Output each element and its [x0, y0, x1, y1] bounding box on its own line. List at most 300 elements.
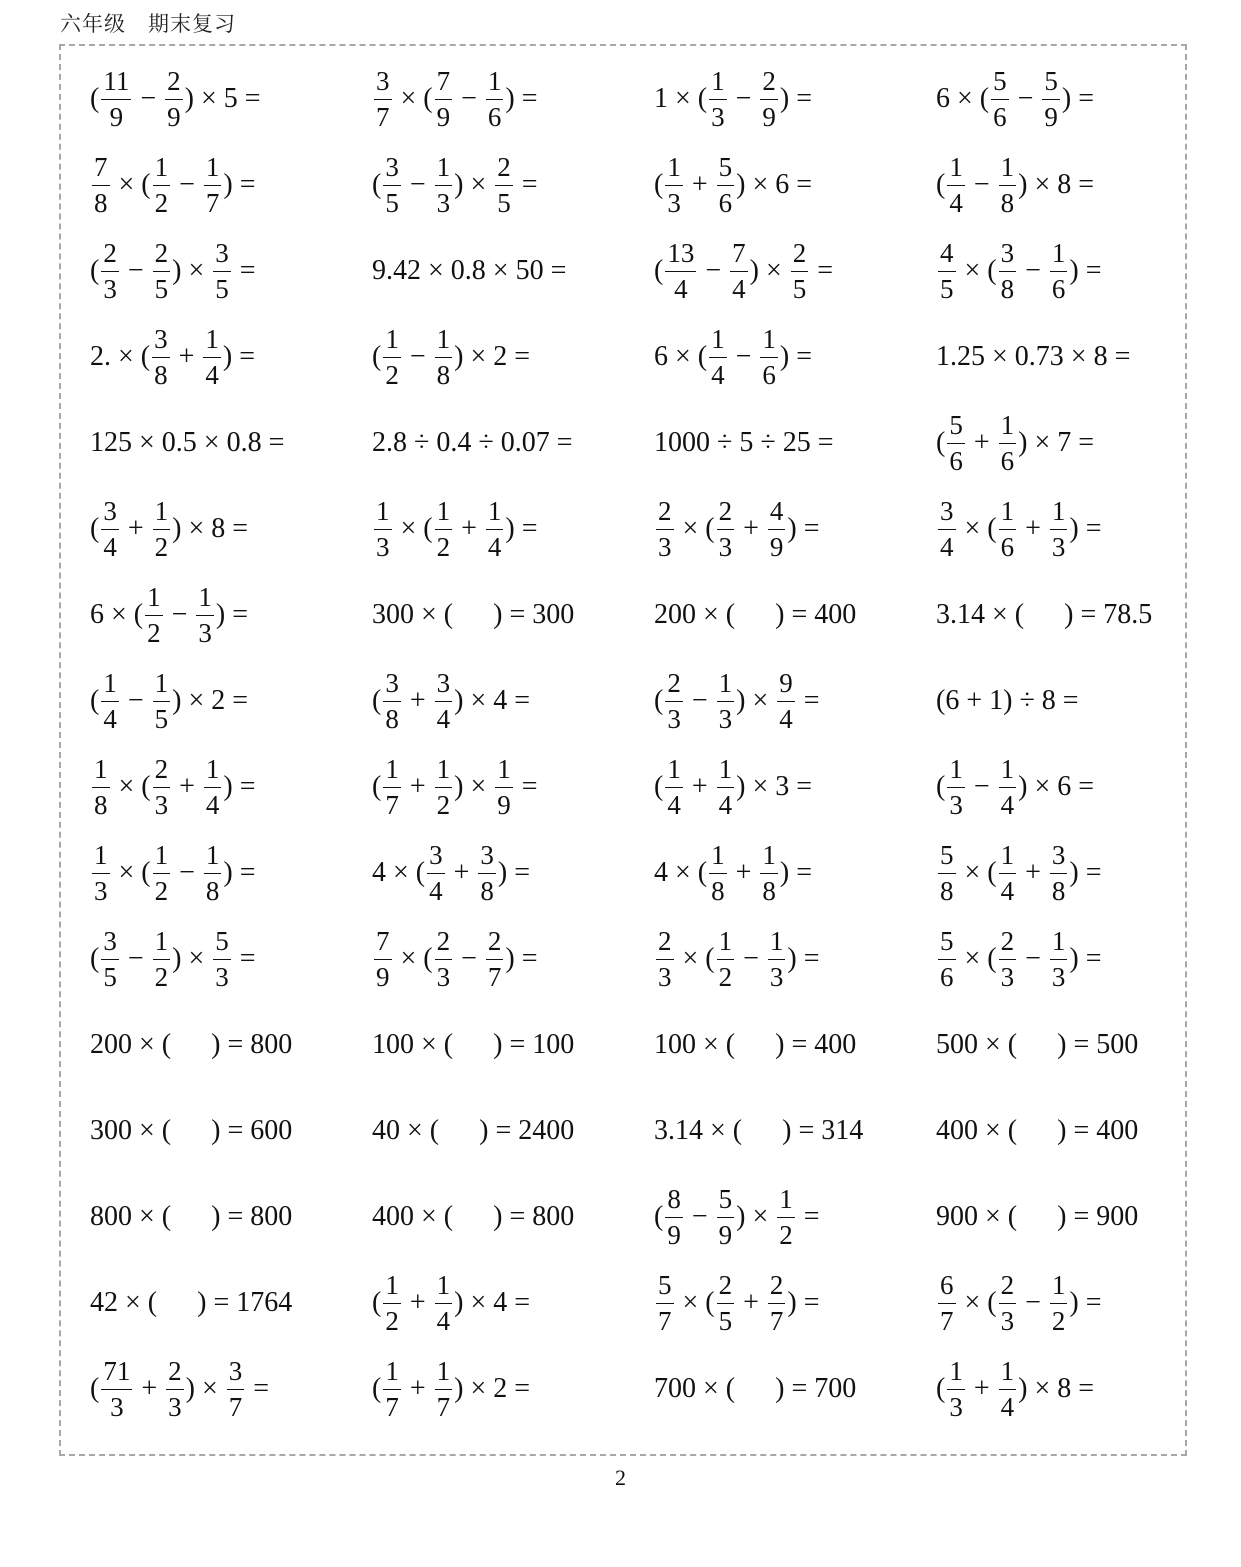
fraction: [101, 667, 119, 734]
expression-text: −: [1018, 1287, 1048, 1318]
exercise-item: [372, 1088, 574, 1174]
expression-text: +: [684, 771, 715, 802]
denominator: 6: [993, 101, 1007, 132]
expression-text: ) × 2 =: [454, 341, 531, 372]
exercise-item: [654, 572, 856, 658]
expression-text: +: [172, 771, 202, 802]
fraction: [717, 753, 735, 820]
exercise-item: [372, 400, 573, 486]
expression-text: ) = 600: [211, 1115, 293, 1146]
numerator: 1: [383, 326, 401, 358]
exercise-item: [654, 830, 812, 916]
exercise-item: [936, 142, 1094, 228]
expression-text: ) =: [1061, 83, 1095, 114]
fraction: [92, 753, 110, 820]
expression-text: ) × 2 =: [172, 685, 249, 716]
expression-text: (: [936, 427, 946, 458]
fraction: [383, 151, 401, 218]
exercise-item: [654, 744, 812, 830]
expression-text: −: [1018, 943, 1048, 974]
numerator: 2: [656, 498, 674, 530]
fraction: [938, 839, 956, 906]
numerator: 1: [1050, 240, 1068, 272]
fraction: [374, 495, 392, 562]
expression-text: ) =: [223, 771, 256, 802]
fraction: [101, 65, 131, 132]
denominator: 6: [762, 359, 776, 390]
numerator: 1: [999, 1358, 1017, 1390]
denominator: 7: [376, 101, 390, 132]
denominator: 3: [711, 101, 725, 132]
expression-text: 900 × (: [936, 1201, 1018, 1232]
exercise-item: [936, 1174, 1138, 1260]
denominator: 3: [94, 875, 108, 906]
denominator: 7: [940, 1305, 954, 1336]
numerator: 4: [938, 240, 956, 272]
expression-text: ) ×: [172, 943, 212, 974]
exercise-item: [372, 228, 566, 314]
expression-text: 3.14 × (: [654, 1115, 743, 1146]
fraction: [383, 667, 401, 734]
expression-text: 700 × (: [654, 1373, 736, 1404]
expression-text: 1.25 × 0.73 × 8 =: [936, 341, 1131, 372]
exercise-item: [372, 56, 538, 142]
expression-text: −: [133, 83, 164, 114]
exercise-item: [90, 916, 256, 1002]
expression-text: 200 × (: [90, 1029, 172, 1060]
fraction: [991, 65, 1009, 132]
exercise-row: [90, 142, 1190, 228]
numerator: 13: [665, 240, 696, 272]
denominator: 3: [198, 617, 212, 648]
expression-text: ) = 800: [211, 1201, 293, 1232]
exercise-item: [90, 400, 284, 486]
fraction: [435, 667, 453, 734]
denominator: 3: [769, 961, 784, 992]
expression-text: +: [684, 169, 715, 200]
numerator: 5: [717, 154, 735, 186]
exercise-row: [90, 486, 1190, 572]
expression-text: ) =: [497, 857, 531, 888]
fraction: [101, 1355, 132, 1422]
exercise-item: [654, 142, 812, 228]
expression-text: (: [90, 685, 100, 716]
denominator: 2: [1051, 1305, 1066, 1336]
denominator: 4: [429, 875, 443, 906]
denominator: 7: [385, 789, 399, 820]
expression-text: × (: [393, 943, 433, 974]
numerator: 1: [999, 756, 1017, 788]
fraction: [435, 1355, 453, 1422]
exercise-row: [90, 1002, 1190, 1088]
expression-text: ) =: [1069, 255, 1102, 286]
exercise-row: [90, 56, 1190, 142]
fraction: [152, 323, 170, 390]
fraction: [383, 323, 401, 390]
expression-text: −: [120, 255, 151, 286]
exercise-item: [936, 400, 1094, 486]
expression-text: ) = 400: [1057, 1115, 1139, 1146]
expression-text: (: [90, 255, 100, 286]
expression-text: 40 × (: [372, 1115, 440, 1146]
expression-text: 400 × (: [936, 1115, 1018, 1146]
expression-text: −: [684, 685, 715, 716]
fraction: [145, 581, 163, 648]
denominator: 2: [154, 531, 169, 562]
exercise-item: [372, 916, 538, 1002]
exercise-item: [372, 486, 538, 572]
numerator: 1: [760, 842, 778, 874]
fraction: [791, 237, 809, 304]
fraction: [999, 237, 1017, 304]
expression-text: −: [966, 169, 997, 200]
expression-text: +: [171, 341, 202, 372]
denominator: 4: [205, 789, 220, 820]
denominator: 8: [94, 789, 108, 820]
numerator: 5: [1042, 68, 1060, 100]
expression-text: (: [654, 1201, 664, 1232]
fraction: [947, 753, 965, 820]
expression-text: ) × 5 =: [184, 83, 261, 114]
expression-text: 500 × (: [936, 1029, 1018, 1060]
page-header: [60, 8, 236, 38]
numerator: 1: [709, 326, 727, 358]
expression-text: +: [1018, 513, 1048, 544]
exercise-item: [936, 1260, 1102, 1346]
numerator: 1: [153, 670, 171, 702]
expression-text: ) =: [1069, 943, 1102, 974]
denominator: 3: [103, 273, 117, 304]
fraction: [486, 65, 504, 132]
exercise-item: [936, 228, 1102, 314]
fraction: [1050, 237, 1068, 304]
denominator: 2: [154, 961, 169, 992]
numerator: 1: [92, 756, 110, 788]
fraction: [165, 65, 183, 132]
numerator: 3: [938, 498, 956, 530]
denominator: 8: [480, 875, 494, 906]
numerator: 2: [760, 68, 778, 100]
exercise-item: [372, 1174, 574, 1260]
denominator: 8: [940, 875, 954, 906]
denominator: 4: [718, 789, 733, 820]
expression-text: 100 × (: [654, 1029, 736, 1060]
expression-text: −: [698, 255, 729, 286]
numerator: 1: [383, 756, 401, 788]
denominator: 7: [228, 1391, 243, 1422]
denominator: 4: [103, 531, 117, 562]
expression-text: =: [796, 1201, 820, 1232]
fraction: [665, 237, 696, 304]
denominator: 2: [154, 187, 169, 218]
expression-text: ) = 314: [782, 1115, 864, 1146]
expression-text: =: [810, 255, 834, 286]
fraction: [435, 925, 453, 992]
exercise-row: [90, 916, 1190, 1002]
numerator: 1: [1050, 498, 1068, 530]
exercise-item: [654, 1260, 820, 1346]
denominator: 4: [1000, 875, 1015, 906]
fraction: [435, 495, 453, 562]
exercise-item: [654, 1002, 856, 1088]
fraction: [730, 237, 748, 304]
expression-text: 4 × (: [654, 857, 708, 888]
fraction: [947, 409, 965, 476]
fraction: [777, 667, 795, 734]
exercise-item: [654, 400, 834, 486]
denominator: 9: [1044, 101, 1058, 132]
numerator: 2: [656, 928, 674, 960]
denominator: 8: [1000, 273, 1015, 304]
denominator: 9: [436, 101, 451, 132]
numerator: 5: [656, 1272, 674, 1304]
numerator: 1: [495, 756, 513, 788]
exercise-item: [654, 314, 812, 400]
expression-text: +: [1018, 857, 1048, 888]
fraction: [227, 1355, 245, 1422]
denominator: 3: [667, 703, 681, 734]
expression-text: =: [514, 169, 538, 200]
numerator: 5: [717, 1186, 735, 1218]
denominator: 8: [385, 703, 399, 734]
expression-text: −: [966, 771, 997, 802]
denominator: 3: [110, 1391, 124, 1422]
denominator: 9: [109, 101, 124, 132]
expression-text: ) × 6 =: [736, 169, 813, 200]
expression-text: ) =: [223, 169, 256, 200]
exercise-item: [654, 1174, 820, 1260]
exercise-item: [654, 228, 833, 314]
exercise-row: [90, 830, 1190, 916]
denominator: 5: [154, 703, 169, 734]
numerator: 1: [709, 842, 727, 874]
denominator: 4: [103, 703, 117, 734]
denominator: 9: [769, 531, 784, 562]
numerator: 8: [665, 1186, 683, 1218]
numerator: 3: [1050, 842, 1068, 874]
expression-text: 125 × 0.5 × 0.8 =: [90, 427, 285, 458]
numerator: 1: [101, 670, 119, 702]
expression-text: (: [372, 685, 382, 716]
numerator: 3: [101, 498, 119, 530]
fraction: [383, 753, 401, 820]
exercise-row: [90, 744, 1190, 830]
expression-text: 4 × (: [372, 857, 426, 888]
numerator: 5: [938, 842, 956, 874]
expression-text: ) =: [787, 513, 820, 544]
exercise-item: [90, 228, 256, 314]
fraction: [153, 667, 171, 734]
denominator: 4: [940, 531, 954, 562]
fraction: [1042, 65, 1060, 132]
denominator: 3: [1051, 531, 1066, 562]
expression-text: ) = 1764: [197, 1287, 293, 1318]
expression-text: −: [684, 1201, 715, 1232]
numerator: 2: [165, 68, 183, 100]
expression-text: =: [232, 255, 256, 286]
expression-text: × (: [393, 83, 433, 114]
exercise-item: [936, 744, 1094, 830]
fraction: [656, 495, 674, 562]
expression-text: ) =: [505, 83, 538, 114]
expression-text: ) × 4 =: [454, 1287, 531, 1318]
exercise-item: [90, 1174, 292, 1260]
fraction: [383, 1355, 401, 1422]
expression-text: ) =: [215, 599, 249, 630]
expression-text: −: [1010, 83, 1041, 114]
numerator: 3: [101, 928, 119, 960]
denominator: 7: [385, 1391, 399, 1422]
numerator: 7: [374, 928, 392, 960]
denominator: 5: [718, 1305, 733, 1336]
exercise-row: [90, 1346, 1190, 1432]
fraction: [709, 65, 727, 132]
expression-text: × (: [675, 943, 715, 974]
fraction: [153, 495, 171, 562]
exercise-item: [372, 572, 574, 658]
fraction: [947, 1355, 965, 1422]
exercise-row: [90, 658, 1190, 744]
expression-text: ) = 78.5: [1064, 599, 1153, 630]
denominator: 8: [154, 359, 168, 390]
numerator: 1: [196, 584, 214, 616]
numerator: 1: [947, 154, 965, 186]
denominator: 2: [385, 359, 399, 390]
fraction: [153, 925, 171, 992]
exercise-item: [654, 486, 820, 572]
expression-text: +: [736, 513, 766, 544]
fraction: [717, 151, 735, 218]
expression-text: ) × 8 =: [172, 513, 249, 544]
expression-text: (: [936, 169, 946, 200]
fraction: [435, 151, 453, 218]
fraction: [938, 925, 956, 992]
denominator: 4: [1000, 1391, 1015, 1422]
fraction: [768, 495, 786, 562]
expression-text: × (: [393, 513, 433, 544]
expression-text: ) ×: [454, 169, 494, 200]
fraction: [203, 323, 221, 390]
fraction: [495, 151, 513, 218]
exercise-item: [90, 1260, 292, 1346]
denominator: 2: [718, 961, 733, 992]
expression-text: −: [402, 169, 433, 200]
fraction: [999, 753, 1017, 820]
exercise-item: [372, 1346, 530, 1432]
numerator: 7: [730, 240, 748, 272]
exercise-item: [90, 1088, 292, 1174]
fraction: [768, 1269, 786, 1336]
exercise-row: [90, 1174, 1190, 1260]
numerator: 9: [777, 670, 795, 702]
numerator: 3: [435, 670, 453, 702]
numerator: 1: [435, 498, 453, 530]
denominator: 6: [949, 445, 963, 476]
numerator: 11: [101, 68, 131, 100]
expression-text: +: [966, 1373, 997, 1404]
expression-text: 300 × (: [372, 599, 454, 630]
denominator: 5: [497, 187, 511, 218]
expression-text: 1 × (: [654, 83, 708, 114]
denominator: 3: [949, 1391, 963, 1422]
denominator: 8: [436, 359, 451, 390]
numerator: 1: [947, 756, 965, 788]
denominator: 7: [658, 1305, 672, 1336]
fraction: [999, 409, 1017, 476]
expression-text: ) ×: [749, 255, 789, 286]
expression-text: ) = 500: [1057, 1029, 1139, 1060]
fraction: [709, 839, 727, 906]
fraction: [665, 667, 683, 734]
numerator: 3: [213, 240, 231, 272]
expression-text: (: [90, 1373, 100, 1404]
fraction: [153, 237, 171, 304]
expression-text: 42 × (: [90, 1287, 158, 1318]
numerator: 1: [717, 756, 735, 788]
exercise-item: [936, 314, 1130, 400]
exercise-item: [90, 572, 248, 658]
fraction: [101, 495, 119, 562]
expression-text: ) =: [779, 341, 813, 372]
expression-text: ) =: [787, 943, 820, 974]
expression-text: ) =: [779, 857, 813, 888]
denominator: 9: [497, 789, 511, 820]
numerator: 2: [791, 240, 809, 272]
fraction: [717, 667, 735, 734]
denominator: 3: [436, 187, 451, 218]
exercise-item: [654, 916, 820, 1002]
expression-text: (: [654, 255, 664, 286]
exercise-row: [90, 400, 1190, 486]
expression-text: +: [402, 1287, 433, 1318]
exercise-row: [90, 1088, 1190, 1174]
denominator: 4: [205, 359, 219, 390]
denominator: 3: [658, 531, 672, 562]
fraction: [92, 839, 110, 906]
expression-text: ) =: [1069, 857, 1102, 888]
fraction: [1050, 495, 1068, 562]
expression-text: 400 × (: [372, 1201, 454, 1232]
denominator: 5: [940, 273, 954, 304]
exercise-item: [654, 658, 820, 744]
exercise-item: [372, 830, 530, 916]
expression-text: (: [372, 1373, 382, 1404]
expression-text: 2.8 ÷ 0.4 ÷ 0.07 =: [372, 427, 573, 458]
exercise-item: [90, 658, 248, 744]
denominator: 2: [779, 1219, 793, 1250]
expression-text: +: [454, 513, 484, 544]
exercise-item: [936, 916, 1102, 1002]
denominator: 2: [436, 789, 451, 820]
fraction: [999, 495, 1017, 562]
numerator: 1: [1050, 928, 1068, 960]
denominator: 7: [436, 1391, 451, 1422]
numerator: 3: [152, 326, 170, 358]
fraction: [435, 65, 453, 132]
exercise-item: [372, 314, 530, 400]
expression-text: ) ×: [185, 1373, 225, 1404]
fraction: [760, 65, 778, 132]
fraction: [196, 581, 214, 648]
exercise-item: [936, 56, 1094, 142]
expression-text: ) = 400: [775, 599, 857, 630]
expression-text: −: [172, 857, 202, 888]
exercise-row: [90, 572, 1190, 658]
denominator: 9: [667, 1219, 681, 1250]
exercise-item: [90, 142, 256, 228]
numerator: 2: [101, 240, 119, 272]
expression-text: ) × 8 =: [1018, 169, 1095, 200]
